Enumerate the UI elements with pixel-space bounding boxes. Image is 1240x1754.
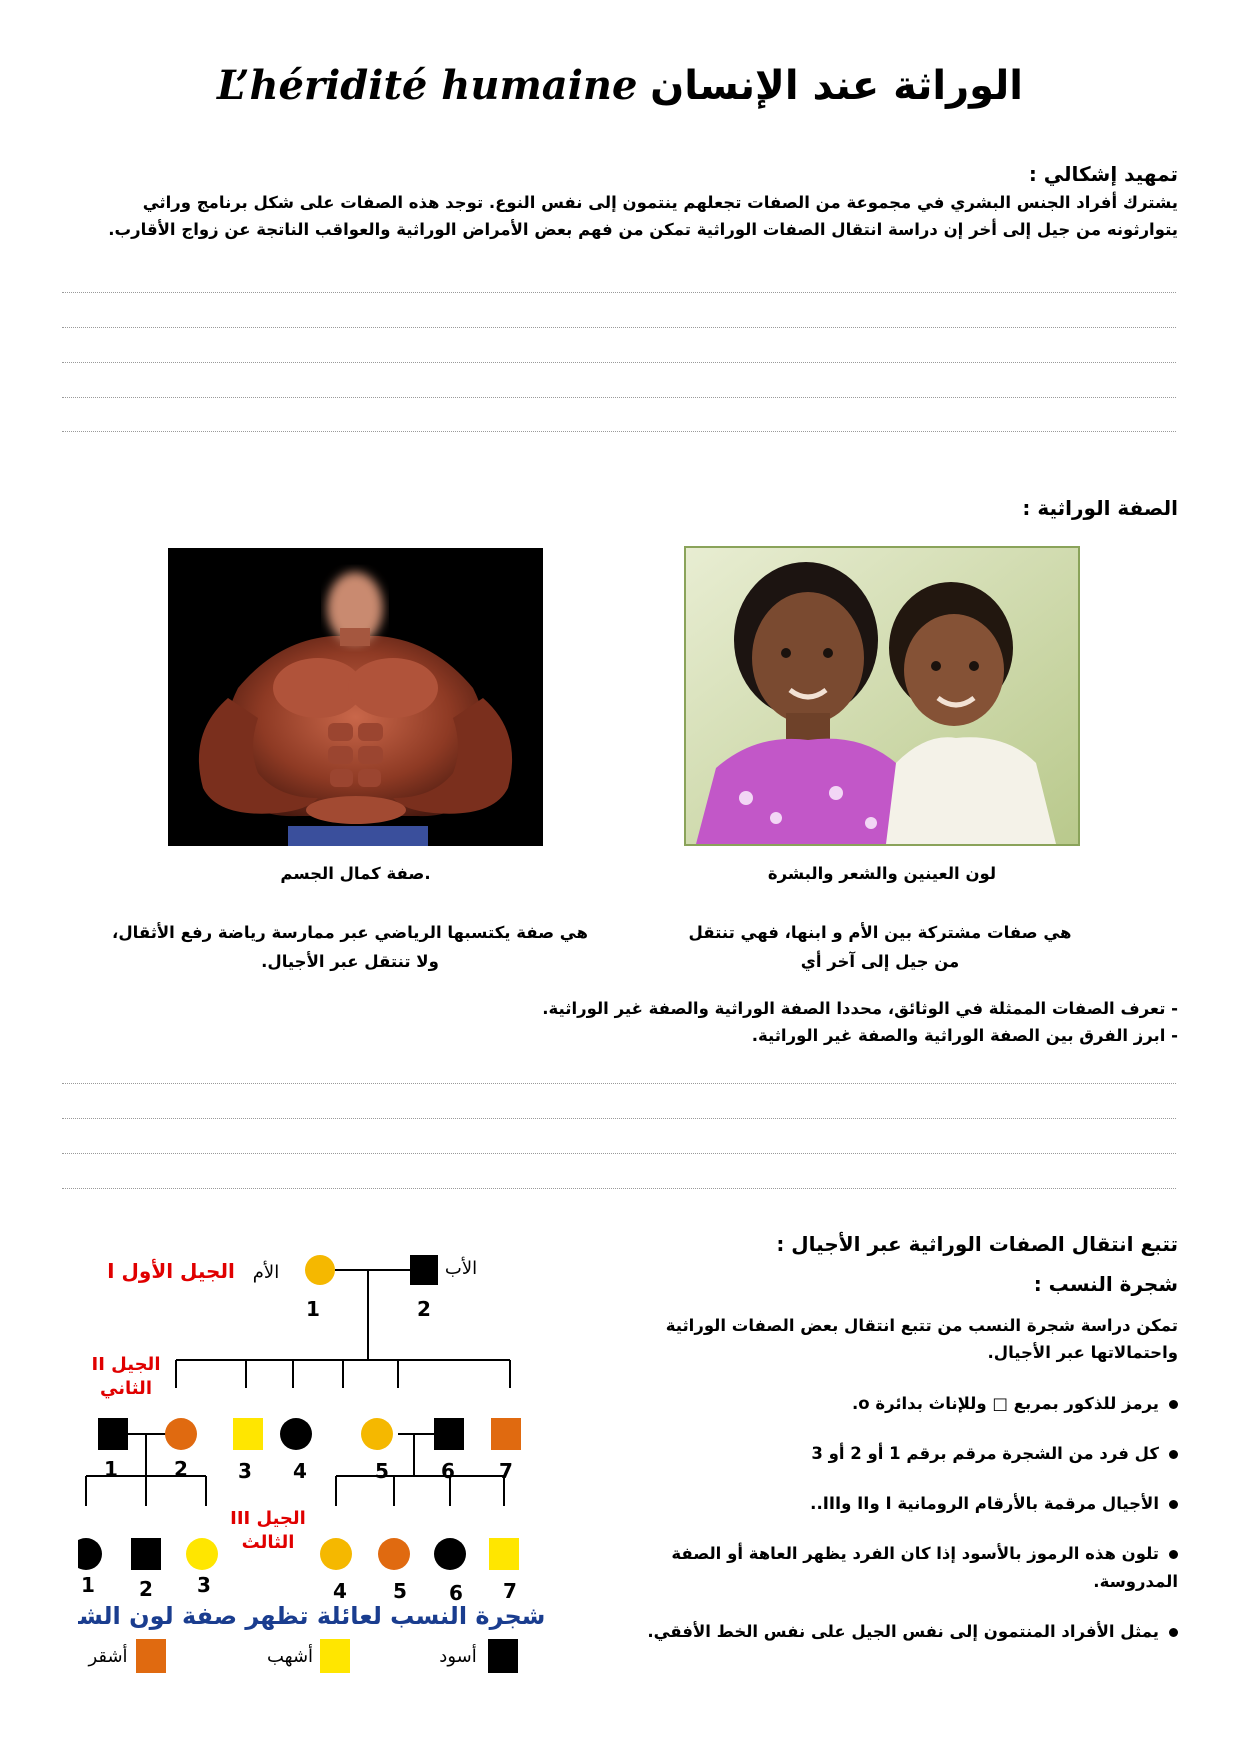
pedigree-subheading: شجرة النسب : <box>1033 1272 1178 1296</box>
page-title <box>0 62 1240 109</box>
gen2-individual-6 <box>434 1418 464 1450</box>
legend-blond-swatch <box>320 1639 350 1673</box>
rule-text: يمثل الأفراد المنتمون إلى نفس الجيل على نفس الخط الأفقي. <box>647 1622 1159 1641</box>
gen2-individual-3 <box>233 1418 263 1450</box>
gen3-individual-5 <box>378 1538 410 1570</box>
answer-line <box>62 1083 1176 1084</box>
gen3-number: 4 <box>333 1579 347 1603</box>
gen2-individual-5 <box>361 1418 393 1450</box>
father-symbol <box>410 1255 438 1285</box>
gen3-label-line-1: III الجيل <box>230 1508 306 1529</box>
legend-red-hair-label: أشقر <box>88 1646 128 1667</box>
answer-line <box>62 1153 1176 1154</box>
rule-item <box>618 1540 1178 1596</box>
answer-line <box>62 431 1176 432</box>
gen3-individual-1 <box>78 1538 102 1570</box>
answer-line <box>62 327 1176 328</box>
gen1-number: 2 <box>417 1297 431 1321</box>
rule-text: يرمز للذكور بمربع □ وللإناث بدائرة o. <box>851 1394 1159 1413</box>
gen1-label: I الجيل الأول <box>107 1259 235 1283</box>
pedigree-intro-line-2: واحتمالاتها عبر الأجيال. <box>987 1343 1178 1362</box>
gen3-individual-7 <box>489 1538 519 1570</box>
legend-black-swatch <box>488 1639 518 1673</box>
rule-item <box>618 1490 1178 1518</box>
answer-line <box>62 292 1176 293</box>
task-2: - ابرز الفرق بين الصفة الوراثية والصفة غير الوراثية. <box>751 1026 1178 1045</box>
gen2-individual-2 <box>165 1418 197 1450</box>
gen3-number: 3 <box>197 1573 211 1597</box>
pedigree-rules <box>618 1390 1178 1668</box>
pedigree-caption: شجرة النسب لعائلة تظهر صفة لون الشعر <box>78 1602 546 1630</box>
answer-line <box>62 362 1176 363</box>
hereditary-desc-line-2: من جيل إلى آخر أي <box>800 952 960 971</box>
rule-item <box>618 1440 1178 1468</box>
father-label: الأب <box>444 1258 478 1279</box>
gen2-label-line-2: الثاني <box>99 1378 153 1399</box>
gen2-number: 5 <box>375 1459 389 1483</box>
gen3-individual-2 <box>131 1538 161 1570</box>
gen3-number: 6 <box>449 1581 463 1605</box>
gen1-number: 1 <box>306 1297 320 1321</box>
gen3-individual-6 <box>434 1538 466 1570</box>
intro-heading: تمهيد إشكالي : <box>1028 162 1178 186</box>
task-1: - تعرف الصفات الممثلة في الوثائق، محددا الصفة الوراثية والصفة غير الوراثية. <box>542 999 1178 1018</box>
hereditary-trait-description <box>660 918 1100 976</box>
gen3-label-line-2: الثالث <box>241 1532 295 1553</box>
bullet-icon <box>1169 1400 1178 1409</box>
mother-symbol <box>305 1255 335 1285</box>
gen3-number: 7 <box>503 1579 517 1603</box>
rule-text: الأجيال مرقمة بالأرقام الرومانية I وII وIII.. <box>810 1494 1159 1513</box>
bodybuilding-caption: صفة كمال الجسم. <box>280 864 431 883</box>
bullet-icon <box>1169 1450 1178 1459</box>
pedigree-intro <box>618 1312 1178 1366</box>
legend-blond-label: أشهب <box>266 1646 314 1667</box>
legend-red-hair-swatch <box>136 1639 166 1673</box>
bullet-icon <box>1169 1550 1178 1559</box>
transmission-heading: تتبع انتقال الصفات الوراثية عبر الأجيال : <box>776 1232 1178 1256</box>
gen2-number: 3 <box>238 1459 252 1483</box>
gen3-individual-4 <box>320 1538 352 1570</box>
trait-tasks <box>78 995 1178 1049</box>
answer-line <box>62 397 1176 398</box>
gen2-number: 2 <box>174 1457 188 1481</box>
acquired-desc-line-1: هي صفة يكتسبها الرياضي عبر ممارسة رياضة رفع الأثقال، <box>112 923 588 942</box>
answer-line <box>62 1188 1176 1189</box>
acquired-trait-description <box>100 918 600 976</box>
mother-label: الأم <box>252 1262 280 1283</box>
rule-item <box>618 1390 1178 1418</box>
gen2-number: 6 <box>441 1459 455 1483</box>
gen2-individual-7 <box>491 1418 521 1450</box>
gen2-individual-1 <box>98 1418 128 1450</box>
pedigree-diagram <box>78 1238 558 1678</box>
gen3-number: 5 <box>393 1579 407 1603</box>
gen3-number: 2 <box>139 1577 153 1601</box>
gen2-number: 7 <box>499 1459 513 1483</box>
pedigree-intro-line-1: تمكن دراسة شجرة النسب من تتبع انتقال بعض الصفات الوراثية <box>665 1316 1178 1335</box>
intro-line-1: يشترك أفراد الجنس البشري في مجموعة من الصفات تجعلهم ينتمون إلى نفس النوع. توجد هذه الصفات على شكل برنامج وراثي <box>142 193 1178 212</box>
intro-line-2: يتوارثونه من جيل إلى أخر إن دراسة انتقال الصفات الوراثية تمكن من فهم بعض الأمراض الوراثية والعواقب الناتجة عن زواج الأقارب. <box>108 220 1178 239</box>
gen2-number: 1 <box>104 1457 118 1481</box>
title-ar: الوراثة عند الإنسان <box>650 63 1023 109</box>
rule-text: كل فرد من الشجرة مرقم برقم 1 أو 2 أو 3 <box>811 1444 1159 1463</box>
gen2-individual-4 <box>280 1418 312 1450</box>
bullet-icon <box>1169 1628 1178 1637</box>
bullet-icon <box>1169 1500 1178 1509</box>
gen3-individual-3 <box>186 1538 218 1570</box>
intro-paragraph <box>58 189 1178 243</box>
title-fr: L’héridité humaine <box>217 62 638 109</box>
gen2-label-line-1: II الجيل <box>91 1354 161 1375</box>
gen2-number: 4 <box>293 1459 307 1483</box>
rule-item <box>618 1618 1178 1646</box>
rule-text: تلون هذه الرموز بالأسود إذا كان الفرد يظهر العاهة أو الصفة المدروسة. <box>671 1544 1178 1591</box>
answer-line <box>62 1118 1176 1119</box>
gen3-number: 1 <box>81 1573 95 1597</box>
mother-child-photo <box>684 546 1080 846</box>
acquired-desc-line-2: ولا تنتقل عبر الأجيال. <box>261 952 439 971</box>
hair-skin-caption: لون العينين والشعر والبشرة <box>767 864 997 883</box>
bodybuilder-photo <box>168 548 543 846</box>
legend-black-label: أسود <box>439 1646 477 1667</box>
hereditary-desc-line-1: هي صفات مشتركة بين الأم و ابنها، فهي تنتقل <box>688 923 1072 942</box>
trait-heading: الصفة الوراثية : <box>1022 496 1178 520</box>
